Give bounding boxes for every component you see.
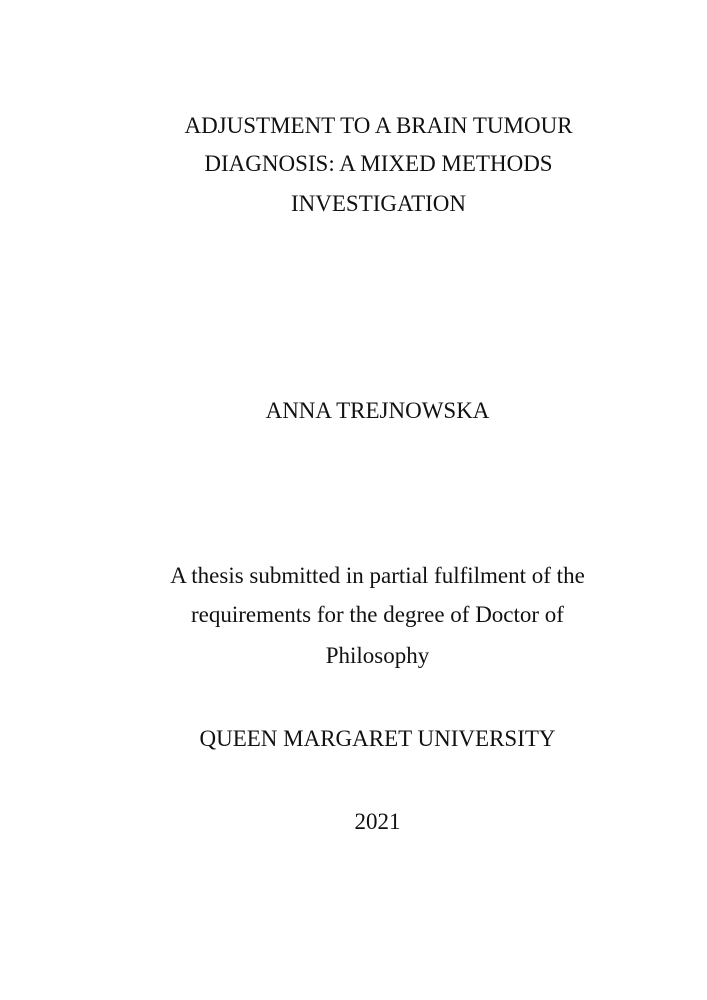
thesis-title-line: DIAGNOSIS: A MIXED METHODS [204,151,553,176]
degree-statement-line: Philosophy [325,643,430,668]
institution-name: QUEEN MARGARET UNIVERSITY [199,726,556,751]
author-name: ANNA TREJNOWSKA [265,398,490,423]
submission-year: 2021 [354,809,401,834]
degree-statement-line: requirements for the degree of Doctor of [191,602,564,627]
thesis-title-line: ADJUSTMENT TO A BRAIN TUMOUR [184,113,573,138]
degree-statement-line: A thesis submitted in partial fulfilment of the [170,563,585,588]
thesis-title-line: INVESTIGATION [290,191,467,216]
